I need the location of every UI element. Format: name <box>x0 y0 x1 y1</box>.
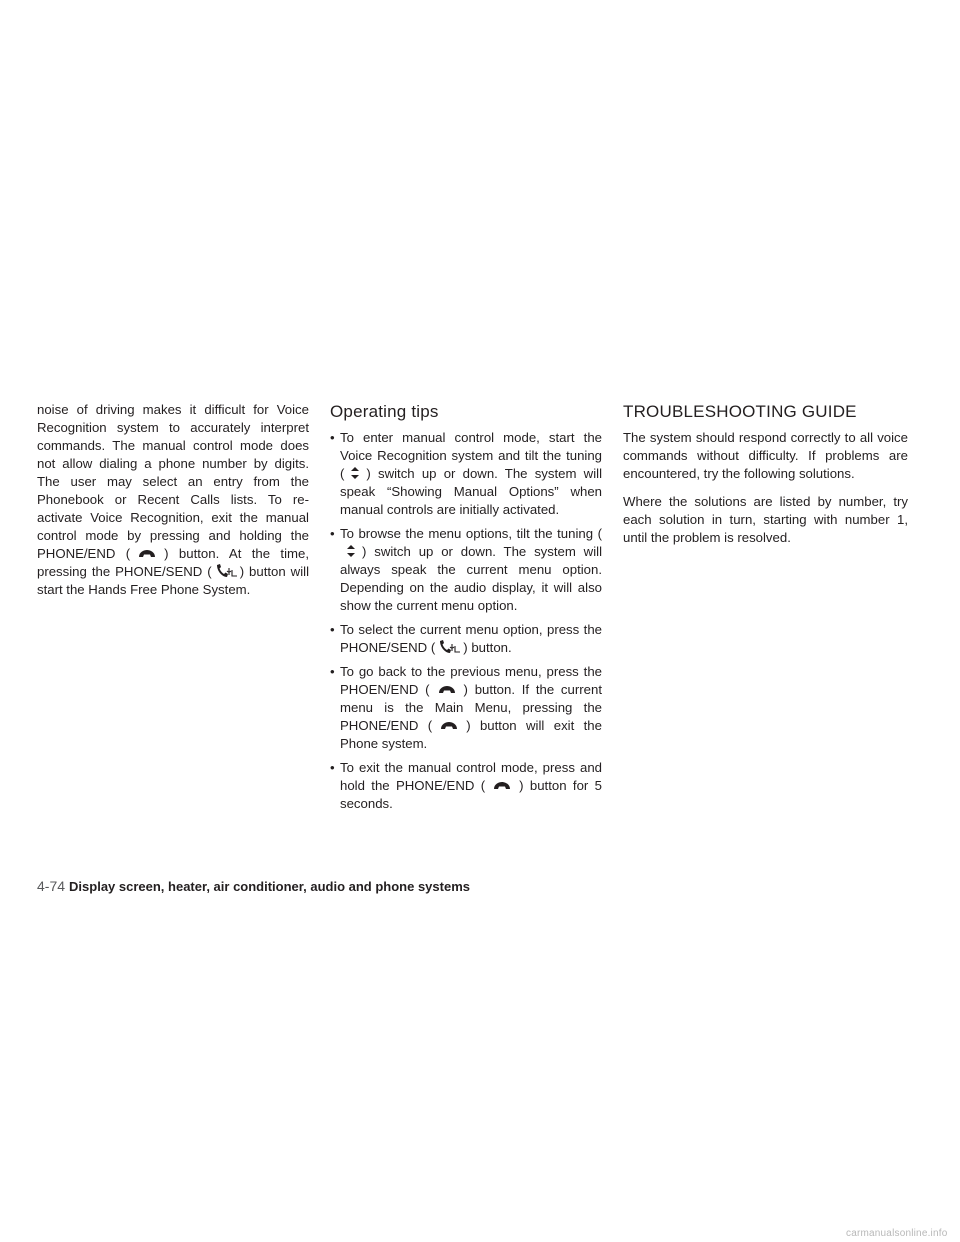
phone-end-icon <box>130 547 164 561</box>
phone-end-icon <box>432 719 466 733</box>
intro-text-3: ) button will start the Hands Free Phone System. <box>37 564 309 597</box>
troubleshooting-paragraph-1: The system should respond correctly to all voice commands without difficulty. If problems are encountered, try the following solutions. <box>623 430 908 481</box>
operating-tips-list <box>330 429 602 813</box>
troubleshooting-paragraph-2: Where the solutions are listed by number, try each solution in turn, starting with number 1, until the problem is resolved. <box>623 494 908 545</box>
tip4-text-c: ) button will exit the Phone system. <box>340 718 602 751</box>
tip-exit-manual-mode <box>330 759 602 813</box>
operating-tips-heading: Operating tips <box>330 402 439 421</box>
chapter-title: Display screen, heater, air conditioner, audio and phone systems <box>69 879 470 894</box>
tuning-switch-icon <box>340 543 362 559</box>
tip4-text-b: ) button. If the current menu is the Main Menu, pressing the PHONE/END ( <box>340 682 602 733</box>
phone-send-icon <box>435 639 463 655</box>
intro-column <box>37 401 309 599</box>
page-number: 4-74 <box>37 878 66 894</box>
tip3-text-b: ) button. <box>463 640 512 655</box>
phone-send-icon <box>212 563 240 579</box>
intro-text-1: noise of driving makes it difficult for Voice Recognition system to accurately interpret commands. The manual control mode does not allow dialing a phone number by digits. The user may select an entry from the Phonebook or Recent Calls lists. To re-activate Voice Recognition, exit the manual control mode by pressing and holding the PHONE/END ( <box>37 402 309 561</box>
tip5-text-b: ) button for 5 seconds. <box>340 778 602 811</box>
tuning-switch-icon <box>344 465 366 481</box>
troubleshooting-heading: TROUBLESHOOTING GUIDE <box>623 402 857 421</box>
tip1-text-a: To enter manual control mode, start the Voice Recognition system and tilt the tuning ( <box>340 430 602 481</box>
tip1-text-b: ) switch up or down. The system will speak “Showing Manual Options” when manual controls are initially activated. <box>340 466 602 517</box>
tip-enter-manual-mode <box>330 429 602 519</box>
tip5-text-a: To exit the manual control mode, press and hold the PHONE/END ( <box>340 760 602 793</box>
watermark: carmanualsonline.info <box>846 1228 948 1239</box>
tip3-text-a: To select the current menu option, press the PHONE/SEND ( <box>340 622 602 655</box>
troubleshooting-column <box>623 401 908 557</box>
phone-end-icon <box>485 779 519 793</box>
tip2-text-a: To browse the menu options, tilt the tuning ( <box>340 526 602 541</box>
intro-text-2: ) button. At the time, pressing the PHONE/SEND ( <box>37 546 309 579</box>
tip-go-back <box>330 663 602 753</box>
tip2-text-b: ) switch up or down. The system will always speak the current menu option. Depending on the audio display, it will also show the current menu option. <box>340 544 602 613</box>
tip4-text-a: To go back to the previous menu, press the PHOEN/END ( <box>340 664 602 697</box>
phone-end-icon <box>430 683 464 697</box>
tip-browse-menu <box>330 525 602 615</box>
operating-tips-column <box>330 401 602 819</box>
page-footer <box>37 878 470 894</box>
tip-select-option <box>330 621 602 657</box>
intro-paragraph <box>37 401 309 599</box>
